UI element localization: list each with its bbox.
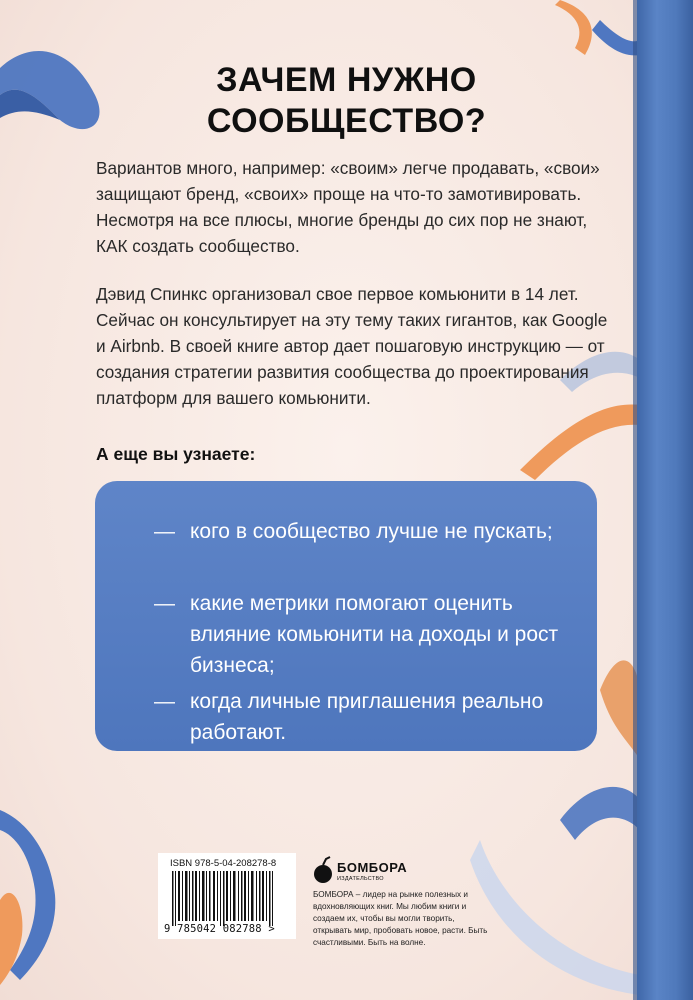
- bomb-icon: [313, 855, 333, 885]
- title-line-1: ЗАЧЕМ НУЖНО: [216, 61, 477, 99]
- list-lead: А еще вы узнаете:: [96, 444, 256, 464]
- barcode: [158, 853, 296, 939]
- list-item-text: какие метрики помогают оценить влияние комьюнити на доходы и рост бизнеса;: [190, 592, 559, 677]
- publisher-name: БОМБОРА: [337, 860, 408, 875]
- title-line-2: СООБЩЕСТВО?: [206, 102, 487, 140]
- dash-marker: —: [154, 592, 175, 615]
- book-spine: [637, 0, 693, 1000]
- barcode-digits: 9 785042 082788 >: [164, 923, 275, 935]
- author-paragraph: Дэвид Спинкс организовал свое первое комьюнити в 14 лет. Сейчас он консультирует на эту тему таких гигантов, как Google и Airbnb. В своей книге автор дает пошаговую инструкцию — от создания стратегии развития сообщества до проектирования платформ для вашего комьюнити.: [96, 284, 608, 408]
- cover-title: [0, 60, 693, 142]
- publisher-description: БОМБОРА – лидер на рынке полезных и вдохновляющих книг. Мы любим книги и создаем их, чтобы вы могли творить, открывать мир, пробовать новое, расти. Быть счастливыми. Быть на волне.: [313, 890, 488, 947]
- dash-marker: —: [154, 520, 175, 543]
- list-item: [155, 516, 575, 547]
- isbn-label: ISBN 978-5-04-208278-8: [170, 858, 277, 869]
- publisher-sub: ИЗДАТЕЛЬСТВО: [337, 876, 384, 882]
- intro-paragraph: Вариантов много, например: «своим» легче продавать, «свои» защищают бренд, «своих» проще на что-то замотивировать. Несмотря на все плюсы, многие бренды до сих пор не знают, КАК создать сообщество.: [96, 158, 600, 256]
- highlights-panel: [95, 481, 597, 751]
- list-item: [155, 588, 575, 681]
- list-item-text: когда личные приглашения реально работают.: [190, 690, 544, 744]
- list-item-text: кого в сообщество лучше не пускать;: [190, 520, 553, 543]
- list-item: [155, 686, 575, 748]
- dash-marker: —: [154, 690, 175, 713]
